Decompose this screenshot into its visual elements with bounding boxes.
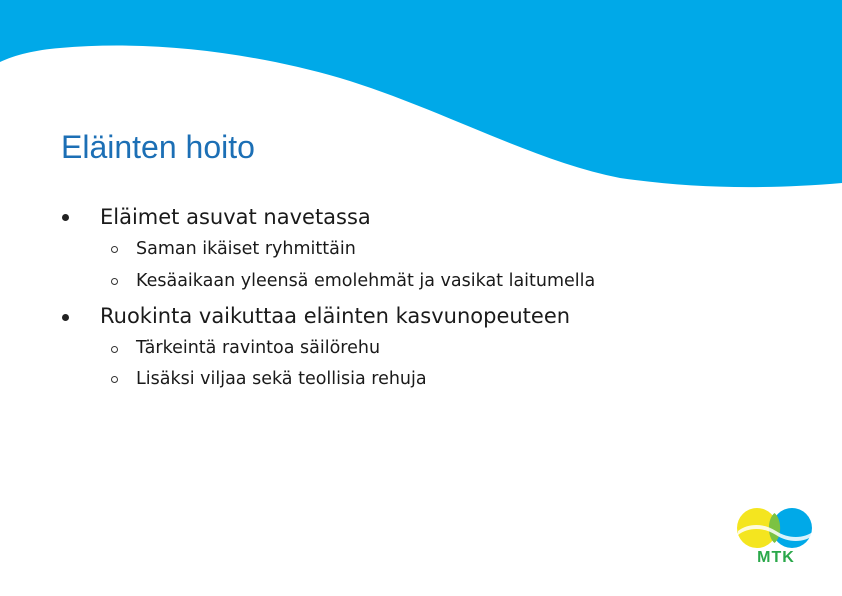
sub-bullet-circle-icon [111,376,118,383]
sub-bullet-circle-icon [111,278,118,285]
mtk-logo [734,505,818,569]
sub-bullet-circle-icon [111,246,118,253]
mtk-logo-mark-icon [734,505,818,549]
slide-title: Eläinten hoito [61,129,255,165]
sub-bullet-item: Kesäaikaan yleensä emolehmät ja vasikat laitumella [136,271,596,291]
sub-bullet-item: Lisäksi viljaa sekä teollisia rehuja [136,369,427,389]
sub-bullet-item: Tärkeintä ravintoa säilörehu [136,338,381,358]
bullet-item: Eläimet asuvat navetassa [100,205,371,229]
bullet-dot-icon [62,314,69,321]
sub-bullet-item: Saman ikäiset ryhmittäin [136,239,356,259]
sub-bullet-circle-icon [111,346,118,353]
logo-text: MTK [757,549,795,566]
bullet-dot-icon [62,214,69,221]
bullet-item: Ruokinta vaikuttaa eläinten kasvunopeuteen [100,304,571,328]
